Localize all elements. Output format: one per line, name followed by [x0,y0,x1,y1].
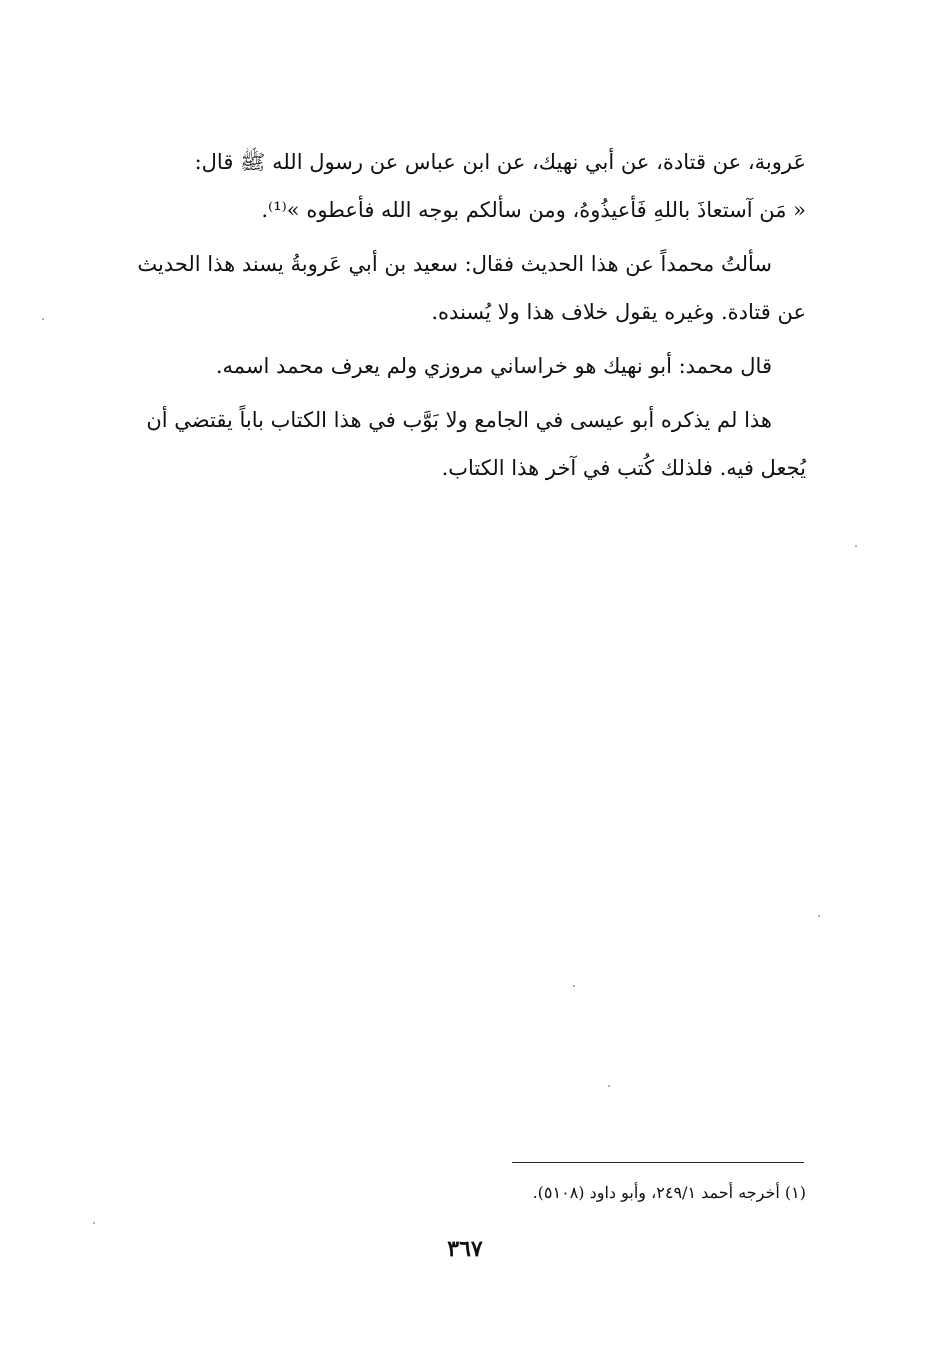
scan-speck [818,915,820,917]
text-line: سألتُ محمداً عن هذا الحديث فقال: سعيد بن أبي عَروبةُ يسند هذا الحديث [137,252,772,276]
text-line: « مَن آستعاذَ باللهِ فَأعيذُوهُ، ومن سألكم بوجه الله فأعطوه »⁽¹⁾. [261,198,806,222]
scan-speck [42,318,44,320]
main-text [110,138,806,498]
page-number: ٣٦٧ [447,1236,483,1262]
text-line: عن قتادة. وغيره يقول خلاف هذا ولا يُسنده. [431,300,806,324]
footnote: (١) أخرجه أحمد ٢٤٩/١، وأبو داود (٥١٠٨). [532,1183,806,1202]
scan-speck [93,1222,95,1224]
text-line: يُجعل فيه. فلذلك كُتب في آخر هذا الكتاب. [441,456,806,480]
paragraph-closing [110,396,806,492]
footnote-divider [512,1162,804,1163]
scan-speck [855,545,857,547]
scan-speck [608,1085,610,1087]
text-line: عَروبة، عن قتادة، عن أبي نهيك، عن ابن عباس عن رسول الله ﷺ قال: [194,150,806,174]
text-line: هذا لم يذكره أبو عيسى في الجامع ولا بَوَّب في هذا الكتاب باباً يقتضي أن [146,408,772,432]
scan-speck [573,985,575,987]
paragraph-note [110,342,806,390]
paragraph-hadith [110,138,806,234]
text-line: قال محمد: أبو نهيك هو خراساني مروزي ولم يعرف محمد اسمه. [215,354,772,378]
paragraph-question [110,240,806,336]
